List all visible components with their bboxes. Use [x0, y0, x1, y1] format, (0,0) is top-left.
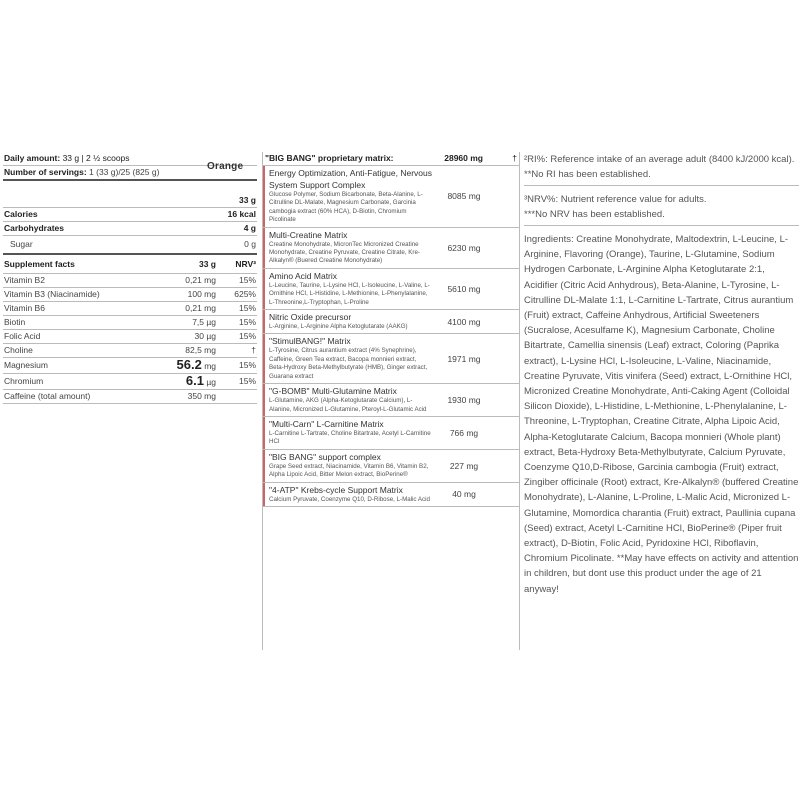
vitamin-name: Chromium [4, 376, 44, 386]
vitamin-row [3, 330, 257, 344]
vitamin-amount: 30 µg [194, 331, 216, 341]
vitamin-row [3, 288, 257, 302]
matrix-row [263, 310, 519, 334]
matrix-title: "G-BOMB" Multi-Glutamine Matrix [269, 386, 397, 397]
matrix-cell [263, 334, 434, 383]
vitamin-amount-unit: mg [204, 361, 216, 371]
sugar-row [3, 236, 257, 255]
vitamin-name: Folic Acid [4, 331, 41, 341]
matrix-cell [263, 483, 434, 506]
matrix-row [263, 384, 519, 417]
sugar-value: 0 g [244, 239, 256, 249]
matrix-row [263, 228, 519, 269]
carbs-row [3, 222, 257, 236]
matrix-ingredients: L-Glutamine, AKG (Alpha-Ketoglutarate Calcium), L-Alanine, Micronized L-Glutamine, Pteroyl-L-Glutamic Acid [269, 397, 427, 413]
matrix-row [263, 166, 519, 228]
vitamin-name: Biotin [4, 317, 26, 327]
vitamin-nrv: 625% [234, 289, 256, 299]
carbs-value: 4 g [243, 223, 256, 233]
matrix-cell [263, 310, 434, 333]
matrix-header [263, 152, 519, 166]
matrix-amount: 4100 mg [447, 316, 481, 327]
daily-amount-label: Daily amount: [4, 153, 61, 163]
matrix-cell [263, 166, 434, 227]
vitamin-nrv: 15% [238, 317, 256, 327]
nrv-note: ³NRV%: Nutrient reference value for adults. [524, 194, 707, 205]
daily-amount-value: 33 g | 2 ½ scoops [62, 153, 130, 163]
matrix-title: "StimulBANG!" Matrix [269, 336, 351, 347]
matrix-ingredients: Creatine Monohydrate, MicronTec Micronized Creatine Monohydrate, Creatine Pyruvate, Creatine Citrate, Kre-Alkalyn® (Buered Creatine Monohydrate) [269, 240, 420, 265]
vitamin-nrv: 15% [238, 331, 256, 341]
vitamin-amount: 350 mg [187, 391, 216, 401]
matrix-amount: 1930 mg [447, 395, 481, 405]
matrix-cell [263, 450, 434, 482]
nutrition-table [3, 152, 257, 404]
vitamin-nrv: 15% [238, 360, 256, 370]
vitamin-nrv: 15% [238, 376, 256, 386]
vitamin-amount: 0,21 mg [185, 303, 216, 313]
vitamin-amount-number: 56.2 [176, 357, 202, 372]
matrix-amount: 40 mg [452, 489, 476, 500]
vitamin-row [3, 316, 257, 330]
matrix-row [263, 450, 519, 483]
vitamin-row [3, 390, 257, 404]
matrix-header-label: "BIG BANG" proprietary matrix: [265, 153, 394, 163]
matrix-cell [263, 269, 434, 309]
calories-row [3, 208, 257, 222]
matrix-cell [263, 384, 434, 416]
matrix-row [263, 269, 519, 310]
vitamin-name: Choline [4, 345, 33, 355]
facts-header-amount: 33 g [198, 259, 216, 269]
nrv-na-note: ***No NRV has been established. [524, 209, 665, 220]
facts-header-nrv: NRV³ [235, 259, 256, 269]
servings-label: Number of servings: [4, 167, 87, 177]
facts-header-row [3, 255, 257, 274]
matrix-amount: 766 mg [449, 427, 479, 438]
facts-header-label: Supplement facts [4, 259, 75, 269]
calories-label: Calories [4, 209, 38, 219]
matrix-title: "BIG BANG" support complex [269, 451, 381, 462]
matrix-row [263, 417, 519, 450]
vitamin-row [3, 374, 257, 390]
flavor-label: Orange [207, 161, 244, 172]
vitamin-amount: 100 mg [187, 289, 216, 299]
matrix-list [263, 166, 519, 507]
matrix-cell [263, 417, 434, 449]
matrix-cell [263, 228, 434, 268]
matrix-amount: 6230 mg [447, 242, 481, 253]
matrix-ingredients: L-Arginine, L-Arginine Alpha Ketoglutarate (AAKG) [269, 323, 408, 331]
matrix-title: "4-ATP" Krebs-cycle Support Matrix [269, 484, 403, 495]
vitamin-amount [156, 375, 216, 388]
ri-na-note: **No RI has been established. [524, 169, 651, 180]
ri-note: ²RI%: Reference intake of an average adult (8400 kJ/2000 kcal). [524, 154, 795, 165]
matrix-title: Multi-Creatine Matrix [269, 229, 348, 240]
matrix-title: "Multi-Carn" L-Carnitine Matrix [269, 418, 384, 429]
matrix-ingredients: L-Leucine, Taurine, L-Lysine HCl, L-Isoleucine, L-Valine, L-Ornithine HCl, L-Histidine, L-Methionine, L-Phenylalanine, L-Threonine,L-Tryptophan, L-Proline [269, 281, 430, 306]
sugar-label: Sugar [10, 239, 33, 249]
divider [524, 185, 799, 186]
matrix-amount: 5610 mg [447, 283, 481, 294]
matrix-header-amount: 28960 mg [444, 153, 483, 163]
matrix-amount: 1971 mg [447, 353, 481, 364]
matrix-title: Amino Acid Matrix [269, 270, 338, 281]
matrix-amount: 8085 mg [447, 191, 481, 202]
matrix-title: Nitric Oxide precursor [269, 312, 352, 323]
vitamin-nrv: 15% [238, 303, 256, 313]
matrix-title: Energy Optimization, Anti-Fatigue, Nervous System Support Complex [269, 168, 432, 190]
serving-size: 33 g [238, 195, 256, 205]
vitamin-name: Magnesium [4, 360, 48, 370]
vitamin-row [3, 344, 257, 358]
vitamin-amount: 7,5 µg [192, 317, 216, 327]
vitamin-name: Caffeine (total amount) [4, 391, 91, 401]
vitamin-amount-number: 6.1 [185, 373, 204, 388]
matrix-amount: 227 mg [449, 460, 479, 471]
calories-value: 16 kcal [227, 209, 256, 219]
vitamin-row [3, 358, 257, 374]
matrix-header-dagger: † [512, 153, 517, 163]
servings-value: 1 (33 g)/25 (825 g) [89, 167, 160, 177]
vitamin-amount: 82,5 mg [185, 345, 216, 355]
matrix-ingredients: Grape Seed extract, Niacinamide, Vitamin B6, Vitamin B2, Alpha Lipoic Acid, Bitter Melon extract, BioPerine® [269, 462, 429, 479]
proprietary-matrix-table [262, 152, 520, 650]
vitamin-row [3, 302, 257, 316]
footnotes [524, 152, 799, 597]
matrix-ingredients: Glucose Polymer, Sodium Bicarbonate, Beta-Alanine, L-Citrulline DL-Malate, Magnesium Carbonate, Garcinia cambogia extract (60% HCA), D-Biotin, Chromium Picolinate [269, 191, 423, 224]
vitamin-name: Vitamin B3 (Niacinamide) [4, 289, 100, 299]
vitamin-nrv: 15% [238, 275, 256, 285]
carbs-label: Carbohydrates [4, 223, 64, 233]
divider [524, 225, 799, 226]
vitamin-list [3, 274, 257, 404]
vitamin-row [3, 274, 257, 288]
vitamin-amount-unit: µg [206, 377, 216, 387]
vitamin-name: Vitamin B6 [4, 303, 45, 313]
matrix-ingredients: L-Tyrosine, Citrus aurantium extract (4% Synephrine), Caffeine, Green Tea extract, Bacopa monnieri extract, Beta-Hydroxy Beta-Methylbutyrate (HMB), Ginger extract, Guarana extract [269, 347, 428, 380]
vitamin-amount [156, 359, 216, 372]
matrix-row [263, 334, 519, 384]
vitamin-amount: 0,21 mg [185, 275, 216, 285]
vitamin-name: Vitamin B2 [4, 275, 45, 285]
matrix-row [263, 483, 519, 507]
vitamin-nrv: † [251, 345, 256, 355]
matrix-ingredients: L-Carnitine L-Tartrate, Choline Bitartrate, Acetyl L-Carnitine HCl [269, 429, 431, 446]
ingredients-text: Ingredients: Creatine Monohydrate, Maltodextrin, L-Leucine, L-Arginine, Flavoring (Orange), Taurine, L-Glutamine, Sodium Hydrogen Carbonate, L-Arginine Alpha Ketoglutarate 2:1, Acidifier (Citric Acid Anhydrous), Beta-Alanine, L-Tyrosine, L-Citrulline DL-Malate 1:1, L-Carnitine L-Tartrate, Citrus aurantium (Fruit) extract, Caffeine Anhydrous, Artificial Sweeteners (Sucralose, Acesulfame K), Magnesium Carbonate, Choline Bitartrate, Camellia sinensis (Leaf) extract, Coloring (Paprika extract), L-Lysine HCl, L-Isoleucine, L-Valine, Niacinamide, Creatine Pyruvate, Vitis vinifera (Seed) extract, L-Ornithine HCl, Micronized Creatine Monohydrate, Anti-Caking Agent (Colloidal Silicon Dioxide), L-Histidine, L-Methionine, L-Phenylalanine, L-Threonine, L-Tryptophan, Creatine Citrate, Alpha Lipoic Acid, Alpha-Ketoglutarate Calcium, Bacopa monnieri (Whole plant) extract, Beta-Hydroxy Beta-Methylbutyrate, Calcium Pyruvate, Coenzyme Q10,D-Ribose, Garcinia cambogia (Fruit) extract, Zingiber officinale (Root) extract, Kre-Alkalyn® (buffered Creatine Monohydrate), L-Alanine, L-Proline, L-Malic Acid, Micronized L-Glutamine, Momordica charantia (Fruit) extract, Paullinia cupana (Seed) extract, Acetyl L-Carnitine HCl, BioPerine® (Piper fruit extract), D-Biotin, Folic Acid, Pyridoxine HCl, Riboflavin, Chromium Picolinate. **May have effects on activity and attention in children, but dont use this product under the age of 21 anyway! [524, 234, 799, 595]
serving-size-row [3, 181, 257, 208]
matrix-ingredients: Calcium Pyruvate, Coenzyme Q10, D-Ribose, L-Malic Acid [269, 495, 430, 503]
